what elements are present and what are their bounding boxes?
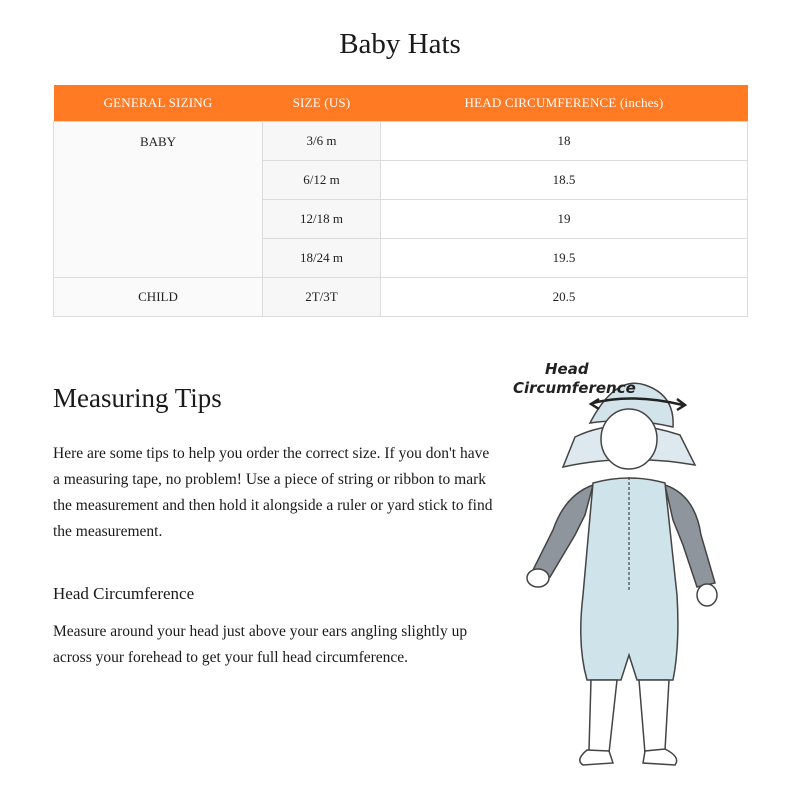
- right-hand: [697, 584, 717, 606]
- size-chart-table: [53, 85, 748, 317]
- table-header-row: [54, 85, 748, 122]
- circumference-cell: 18.5: [381, 161, 748, 200]
- group-label-child: CHILD: [54, 278, 263, 317]
- face: [601, 409, 657, 469]
- left-foot: [580, 750, 613, 765]
- table-row: [54, 122, 748, 161]
- column-header-head-circumference: HEAD CIRCUMFERENCE (inches): [381, 85, 748, 122]
- head-circumference-heading: Head Circumference: [53, 584, 195, 603]
- size-cell: 18/24 m: [263, 239, 381, 278]
- left-hand: [527, 569, 549, 587]
- column-header-size-us: SIZE (US): [263, 85, 381, 122]
- circumference-cell: 18: [381, 122, 748, 161]
- child-figure-drawing: [505, 355, 750, 775]
- measuring-tips-intro: Here are some tips to help you order the correct size. If you don't have a measuring tape, no problem! Use a piece of string or ribbon to mark the measurement and then hold it alongside a ruler or yard stick to find the measurement.: [53, 445, 493, 540]
- figure-label-circumference: Circumference: [513, 379, 636, 397]
- measuring-tips-heading: Measuring Tips: [53, 383, 222, 413]
- group-label-baby: BABY: [54, 122, 263, 278]
- left-leg: [589, 680, 617, 753]
- circumference-cell: 19.5: [381, 239, 748, 278]
- figure-label-head: Head: [545, 360, 589, 378]
- measuring-arc-left-arrow: [591, 399, 599, 409]
- circumference-cell: 20.5: [381, 278, 748, 317]
- circumference-cell: 19: [381, 200, 748, 239]
- table-row: [54, 278, 748, 317]
- size-cell: 2T/3T: [263, 278, 381, 317]
- right-leg: [639, 680, 669, 753]
- right-foot: [643, 749, 677, 765]
- column-header-general-sizing: GENERAL SIZING: [54, 85, 263, 122]
- head-circumference-instructions: Measure around your head just above your ears angling slightly up across your forehead to get your full head circumference.: [53, 623, 468, 666]
- size-cell: 6/12 m: [263, 161, 381, 200]
- left-sleeve: [533, 485, 593, 577]
- size-cell: 12/18 m: [263, 200, 381, 239]
- child-measurement-illustration: [505, 355, 750, 775]
- size-cell: 3/6 m: [263, 122, 381, 161]
- page-title: Baby Hats: [339, 28, 461, 60]
